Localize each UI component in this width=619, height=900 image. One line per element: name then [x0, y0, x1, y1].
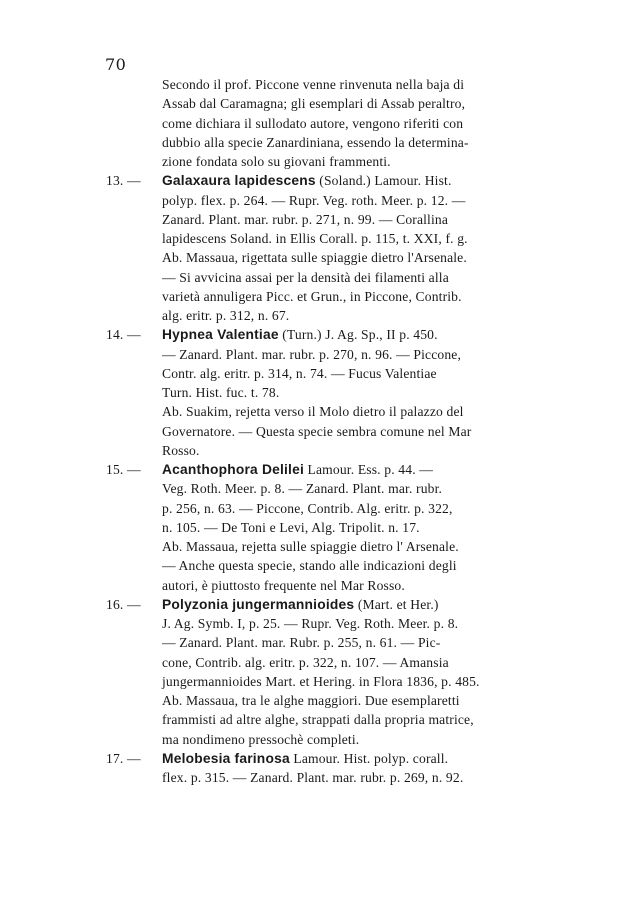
text-line: Ab. Suakim, rejetta verso il Molo dietro il palazzo del — [162, 404, 464, 420]
text-line: J. Ag. Symb. I, p. 25. — Rupr. Veg. Roth. Meer. p. 8. — [162, 616, 459, 631]
text-line: autori, è piuttosto frequente nel Mar Rosso. — [162, 577, 405, 593]
text-line: Zanard. Plant. mar. rubr. p. 271, n. 99. — Corallina — [162, 211, 449, 227]
text-line: frammisti ad altre alghe, strappati dalla propria matrice, — [162, 712, 474, 728]
entry-number: 16. — — [106, 596, 141, 612]
species-name: Polyzonia jungermannioides — [162, 596, 355, 612]
text-line: — Anche questa specie, stando alle indicazioni degli — [162, 558, 457, 574]
text-line: Turn. Hist. fuc. t. 78. — [162, 385, 280, 400]
entry-number: 15. — — [106, 462, 141, 477]
species-name: Hypnea Valentiae — [162, 327, 279, 343]
entry-number: 17. — — [106, 750, 141, 766]
text-line: Rosso. — [162, 442, 200, 458]
text-line: Veg. Roth. Meer. p. 8. — Zanard. Plant. mar. rubr. — [162, 481, 443, 497]
text-line: polyp. flex. p. 264. — Rupr. Veg. roth. Meer. p. 12. — — [162, 192, 466, 208]
species-name: Melobesia farinosa — [162, 750, 290, 766]
text-line: — Zanard. Plant. mar. rubr. p. 270, n. 96. — Piccone, — [162, 346, 462, 362]
text-line: Contr. alg. eritr. p. 314, n. 74. — Fucus Valentiae — [162, 365, 437, 381]
entry-number: 14. — — [106, 327, 141, 343]
text-line: come dichiara il sullodato autore, vengono riferiti con — [162, 115, 464, 131]
entry-heading — [106, 460, 538, 479]
text-line: zione fondata solo su giovani frammenti. — [162, 154, 391, 169]
text-line: lapidescens Soland. in Ellis Corall. p. 115, t. XXI, f. g. — [162, 231, 468, 246]
text-line: Ab. Massaua, rejetta sulle spiaggie dietro l' Arsenale. — [162, 539, 459, 554]
citation-text: (Turn.) J. Ag. Sp., II p. 450. — [278, 327, 438, 343]
entry-heading — [106, 325, 538, 344]
entry-number: 13. — — [106, 173, 141, 189]
text-line: Governatore. — Questa specie sembra comune nel Mar — [162, 423, 472, 439]
text-line: n. 105. — De Toni e Levi, Alg. Tripolit. n. 17. — [162, 519, 420, 535]
text-block — [106, 75, 538, 787]
citation-text: Lamour. Hist. polyp. corall. — [289, 750, 449, 766]
text-line: alg. eritr. p. 312, n. 67. — [162, 308, 290, 323]
entry-heading — [106, 595, 538, 614]
text-line: dubbio alla specie Zanardiniana, essendo la determina- — [162, 134, 469, 150]
citation-text: (Soland.) Lamour. Hist. — [315, 173, 452, 189]
text-line: Secondo il prof. Piccone venne rinvenuta nella baja di — [162, 77, 465, 92]
text-line: Ab. Massaua, rigettata sulle spiaggie dietro l'Arsenale. — [162, 250, 467, 266]
citation-text: Lamour. Ess. p. 44. — — [304, 462, 434, 477]
text-line: p. 256, n. 63. — Piccone, Contrib. Alg. eritr. p. 322, — [162, 500, 453, 516]
text-line: varietà annuligera Picc. et Grun., in Piccone, Contrib. — [162, 288, 462, 304]
text-line: cone, Contrib. alg. eritr. p. 322, n. 107. — Amansia — [162, 654, 449, 670]
text-line: — Si avvicina assai per la densità dei filamenti alla — [162, 269, 449, 285]
text-line: Ab. Massaua, tra le alghe maggiori. Due esemplaretti — [162, 693, 460, 708]
text-line: — Zanard. Plant. mar. Rubr. p. 255, n. 61. — Pic- — [162, 635, 441, 651]
entry-heading — [106, 171, 538, 190]
text-line: Assab dal Caramagna; gli esemplari di Assab peraltro, — [162, 96, 466, 112]
citation-text: (Mart. et Her.) — [354, 596, 439, 612]
text-line: jungermannioides Mart. et Hering. in Flora 1836, p. 485. — [162, 673, 480, 689]
text-line: ma nondimeno pressochè completi. — [162, 731, 360, 747]
page-number: 70 — [105, 55, 127, 74]
text-line: flex. p. 315. — Zanard. Plant. mar. rubr. p. 269, n. 92. — [162, 770, 464, 785]
entry-heading — [106, 749, 538, 768]
species-name: Acanthophora Delilei — [162, 462, 304, 477]
species-name: Galaxaura lapidescens — [162, 173, 316, 189]
